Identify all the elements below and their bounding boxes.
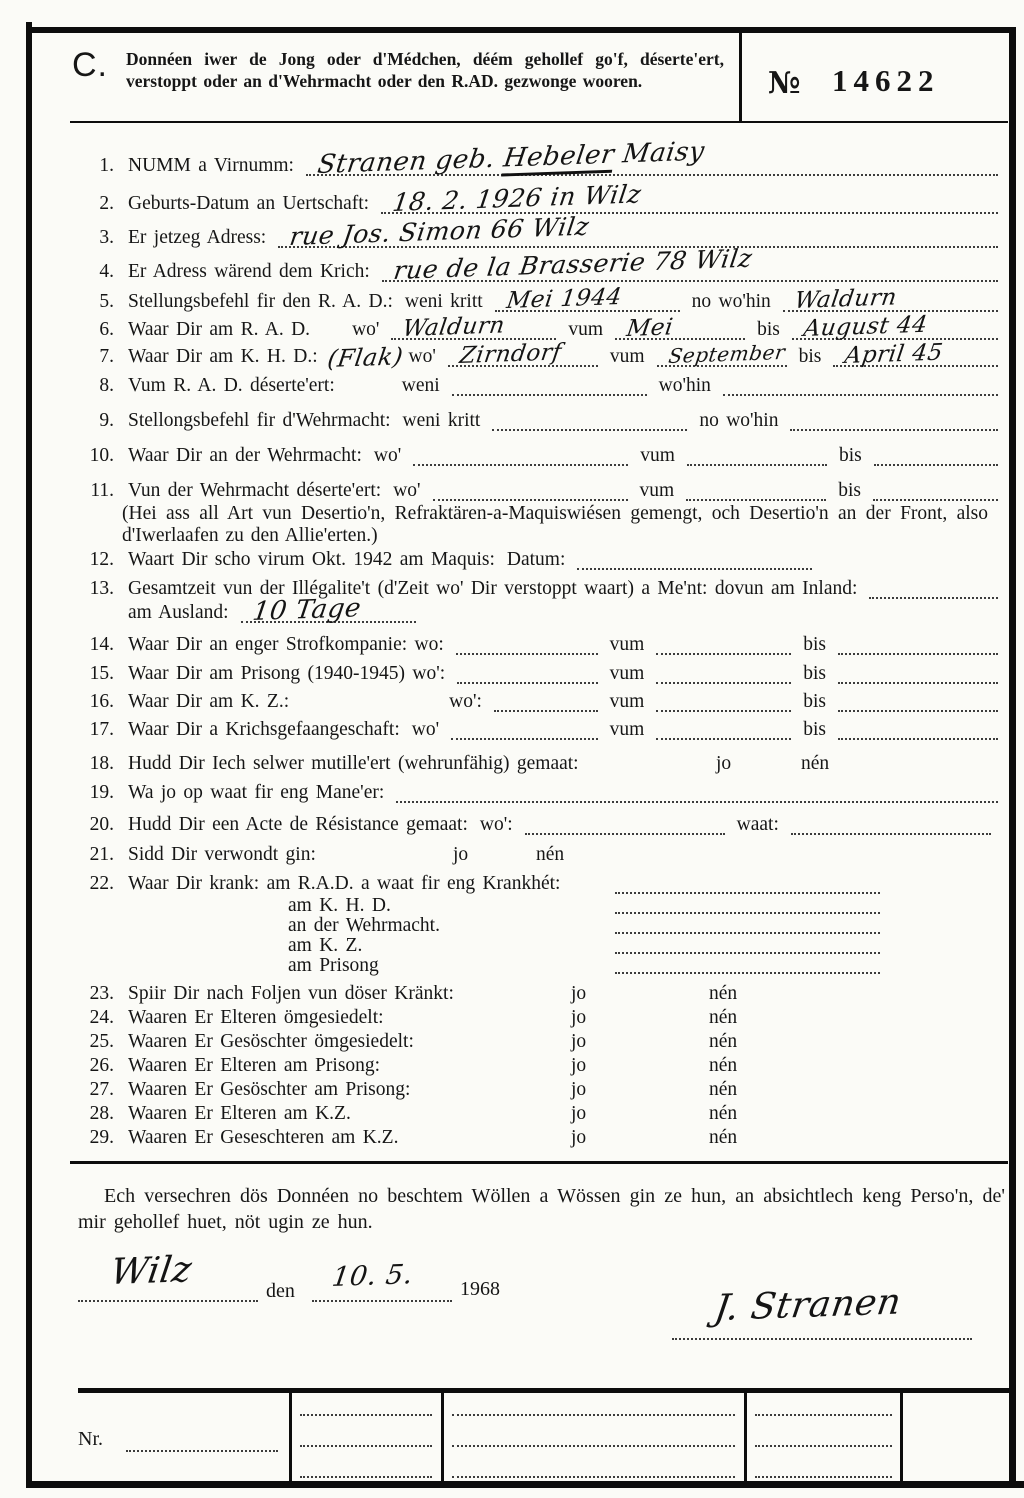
- fill-in-line: [656, 690, 791, 712]
- fill-in-line: [456, 633, 598, 655]
- item-label: wo':: [449, 691, 482, 712]
- item-number: 25.: [89, 1031, 114, 1052]
- form-item-row: [78, 1078, 1004, 1102]
- footer-cell-line: [755, 1414, 892, 1416]
- fill-in-line: [391, 312, 556, 342]
- form-item-row: [78, 548, 1004, 572]
- fill-in-line: [791, 813, 991, 835]
- form-item-row: [78, 916, 1004, 936]
- item-label: Waar Dir am K. H. D.:: [128, 346, 318, 367]
- item-number: 6.: [99, 319, 114, 340]
- fill-in-line: [615, 897, 880, 914]
- fill-in-line: [783, 284, 998, 314]
- choice-jo: jo: [571, 983, 587, 1004]
- handwritten-value: [802, 313, 929, 341]
- fill-in-line: [381, 179, 998, 217]
- item-number: 22.: [89, 873, 114, 894]
- item-label: Waar Dir a Krichsgefaangeschaft:: [128, 719, 400, 740]
- item-number: 7.: [99, 346, 114, 367]
- handwritten-place: Wilz: [108, 1249, 195, 1293]
- item-number: 14.: [89, 634, 114, 655]
- item-label: Waaren Er Geseschteren am K.Z.: [128, 1127, 399, 1148]
- form-item-row: [78, 752, 1004, 776]
- item-label: Sidd Dir verwondt gin:: [128, 844, 316, 865]
- page-border-right: [1009, 27, 1016, 1487]
- form-title: Donnéen iwer de Jong oder d'Médchen, déém gehollef go'f, déserte'ert, verstoppt oder an d'Wehrmacht oder den R.AD. gezwonge wooren.: [126, 49, 724, 91]
- section-letter: C.: [72, 46, 108, 84]
- fill-in-line: [874, 444, 998, 466]
- choice-nen: nén: [709, 1103, 738, 1124]
- fill-in-line: [306, 136, 998, 180]
- footer-col-divider: [289, 1391, 292, 1481]
- item-number: 15.: [89, 663, 114, 684]
- footer-cell-line: [755, 1476, 892, 1478]
- form-item-row: [78, 409, 1004, 433]
- fill-in-line: [657, 339, 787, 368]
- item-label: vum: [609, 634, 645, 655]
- item-label: weni kritt: [402, 410, 481, 431]
- item-label: vum: [568, 319, 604, 340]
- section-rule: [70, 1161, 1008, 1164]
- choice-nen: nén: [801, 753, 830, 774]
- choice-nen: nén: [709, 1007, 738, 1028]
- footer-col-divider: [900, 1391, 903, 1481]
- year-label: 1968: [460, 1278, 500, 1300]
- form-item-row: [78, 577, 1004, 601]
- choice-jo: jo: [571, 1055, 587, 1076]
- item-label: weni: [401, 375, 440, 396]
- item-number: 3.: [99, 227, 114, 248]
- form-item-row: [78, 690, 1004, 714]
- fill-in-line: [494, 690, 598, 712]
- form-item-row: [78, 479, 1004, 503]
- handwritten-value-part: April 45: [843, 339, 946, 369]
- item-label: vum: [609, 719, 645, 740]
- form-item-row: [78, 843, 1004, 867]
- fill-in-line: [869, 577, 998, 599]
- handwritten-value: [793, 285, 899, 313]
- fill-in-line: [790, 409, 998, 431]
- item-label: bis: [803, 634, 826, 655]
- form-item-row: [78, 956, 1004, 976]
- footer-col-divider: [744, 1391, 747, 1481]
- item-label: wo':: [479, 814, 513, 835]
- item-label: Waaren Er Elteren am K.Z.: [128, 1103, 351, 1124]
- handwritten-value-part: Stranen geb.: [315, 143, 506, 180]
- fill-in-line: [838, 690, 998, 712]
- choice-jo: jo: [571, 1079, 587, 1100]
- handwritten-value-part: 18. 2. 1926 in Wilz: [390, 179, 644, 217]
- choice-nen: nén: [709, 1055, 738, 1076]
- handwritten-value-part: Zirndorf: [457, 339, 564, 369]
- signature-line: [672, 1338, 972, 1340]
- form-item-row: [78, 633, 1004, 657]
- fill-in-line: [495, 284, 680, 314]
- item-number: 2.: [99, 193, 114, 214]
- item-label: Hudd Dir Iech selwer mutille'ert (wehrunfähig) gemaat:: [128, 753, 579, 774]
- item-number: 4.: [99, 261, 114, 282]
- fill-in-line: [723, 374, 998, 396]
- number-sign: №: [768, 66, 801, 101]
- form-item-row: [78, 284, 1004, 314]
- choice-nen: nén: [709, 1079, 738, 1100]
- item-number: 27.: [89, 1079, 114, 1100]
- nr-label: Nr.: [78, 1428, 103, 1450]
- item-label: wo'hin: [658, 375, 711, 396]
- item-number: 9.: [99, 410, 114, 431]
- fill-in-line: [448, 339, 598, 369]
- form-item-row: [78, 718, 1004, 742]
- handwritten-value: [625, 315, 675, 341]
- form-item-row: [78, 872, 1004, 896]
- fill-in-line: [838, 633, 998, 655]
- fill-in-line: [451, 718, 597, 740]
- form-item-row: [78, 1126, 1004, 1150]
- handwritten-value: [391, 243, 754, 285]
- fill-in-line: [615, 937, 880, 954]
- item-number: 5.: [99, 291, 114, 312]
- fill-in-line: [492, 409, 687, 431]
- handwritten-value-part: rue de la Brasserie 78 Wilz: [391, 243, 754, 285]
- fill-in-line: [241, 593, 416, 627]
- item-label: vum: [640, 445, 675, 466]
- handwritten-value-part: Waldurn: [792, 284, 899, 314]
- item-label: am K. H. D.: [288, 895, 391, 916]
- form-item-row: [78, 1030, 1004, 1054]
- footer-cell-line: [300, 1476, 432, 1478]
- form-items: [78, 136, 1004, 1150]
- item-number: 20.: [89, 814, 114, 835]
- footer-cell-line: [755, 1445, 892, 1447]
- fill-in-line: [615, 917, 880, 934]
- fill-in-line: [452, 374, 647, 396]
- item-label: wo': [373, 445, 402, 466]
- choice-jo: jo: [571, 1127, 587, 1148]
- fill-in-line: [615, 314, 745, 342]
- item-label: bis: [838, 445, 862, 466]
- item-label: Waart Dir scho virum Okt. 1942 am Maquis:: [128, 549, 495, 570]
- item-label: Wa jo op waat fir eng Mane'er:: [128, 782, 385, 803]
- item-label: wo': [408, 346, 436, 367]
- fill-in-line: [873, 479, 998, 501]
- item-label: am K. Z.: [288, 935, 363, 956]
- item-label: Waaren Er Gesöschter ömgesiedelt:: [128, 1031, 414, 1052]
- date-line: [312, 1300, 452, 1302]
- item-label: bis: [803, 663, 826, 684]
- item-label: wo': [352, 319, 380, 340]
- choice-nen: nén: [536, 844, 565, 865]
- item-number: 26.: [89, 1055, 114, 1076]
- item-label: Waar Dir am Prisong (1940-1945) wo':: [128, 663, 446, 684]
- handwritten-value-part: August 44: [801, 311, 930, 342]
- item-label: (Hei ass all Art vun Desertio'n, Refraktären-a-Maquiswiésen gemengt, och Desertio'n an der Front, also d'Iwerlaafen zu den Allie'erten.): [122, 503, 988, 546]
- item-number: 21.: [89, 844, 114, 865]
- nr-line: [126, 1450, 278, 1452]
- handwritten-value: [458, 340, 563, 368]
- fill-in-line: [838, 662, 998, 684]
- page-border-left: [26, 22, 32, 1488]
- item-number: 18.: [89, 753, 114, 774]
- handwritten-value: [315, 136, 707, 180]
- item-label: am Prisong: [288, 955, 379, 976]
- choice-nen: nén: [709, 1031, 738, 1052]
- choice-jo: jo: [716, 753, 732, 774]
- place-line: [78, 1300, 258, 1302]
- fill-in-line: [396, 781, 998, 803]
- item-label: no wo'hin: [699, 410, 779, 431]
- form-item-row: [78, 896, 1004, 916]
- item-label: Geburts-Datum an Uertschaft:: [128, 193, 370, 214]
- choice-jo: jo: [453, 844, 469, 865]
- item-label: Gesamtzeit vun der Illégalite't (d'Zeit wo' Dir verstoppt waart) a Me'nt: dovun am Inland:: [128, 578, 858, 599]
- handwritten-value: [390, 179, 644, 217]
- form-item-row: [78, 339, 1004, 373]
- item-label: Stellongsbefehl fir d'Wehrmacht:: [128, 410, 391, 431]
- item-label: Waar Dir an enger Strofkompanie: wo:: [128, 634, 444, 655]
- item-label: Waaren Er Elteren am Prisong:: [128, 1055, 381, 1076]
- item-label: Er jetzeg Adress:: [128, 227, 267, 248]
- form-item-row: [78, 593, 1004, 627]
- item-number: 1.: [99, 155, 114, 176]
- item-label: vum: [609, 663, 645, 684]
- handwritten-value-part: 10 Tage: [250, 593, 363, 627]
- item-label: Waaren Er Elteren ömgesiedelt:: [128, 1007, 384, 1028]
- fill-in-line: [686, 479, 826, 501]
- footer-cell-line: [452, 1414, 735, 1416]
- handwritten-value-part: Waldurn: [401, 312, 508, 342]
- item-label: Waar Dir am K. Z.:: [128, 691, 290, 712]
- item-label: vum: [609, 346, 645, 367]
- form-item-row: [78, 211, 1004, 251]
- fill-in-line: [525, 813, 725, 835]
- item-label: Waar Dir am R. A. D.: [128, 319, 311, 340]
- fill-in-line: [656, 662, 791, 684]
- handwritten-value-part: Hebeler: [501, 140, 616, 177]
- handwritten-value: [401, 313, 507, 341]
- item-label: vum: [639, 480, 675, 501]
- item-label: wo': [411, 719, 440, 740]
- item-number: 12.: [89, 549, 114, 570]
- item-number: 28.: [89, 1103, 114, 1124]
- handwritten-value: [667, 340, 787, 368]
- handwritten-value-part: Mei 1944: [504, 284, 624, 314]
- item-label: Vum R. A. D. déserte'ert:: [128, 375, 335, 396]
- item-number: 11.: [90, 480, 114, 501]
- item-label: no wo'hin: [691, 291, 771, 312]
- item-number: 29.: [89, 1127, 114, 1148]
- form-item-row: [78, 311, 1004, 342]
- footer-table-top: [78, 1388, 1012, 1393]
- form-item-row: [78, 374, 1004, 398]
- fill-in-line: [413, 444, 628, 466]
- item-label: bis: [803, 691, 826, 712]
- footer-cell-line: [452, 1445, 735, 1447]
- handwritten-value-part: rue Jos. Simon 66 Wilz: [287, 211, 592, 251]
- footer-cell-line: [300, 1445, 432, 1447]
- choice-jo: jo: [571, 1007, 587, 1028]
- declaration-text: Ech versechren dös Donnéen no beschtem Wöllen a Wössen gin ze hun, an absichtlech keng Perso'n, de' mir gehollef huet, nöt ugin ze hun.: [78, 1185, 1005, 1233]
- handwritten-value: [843, 341, 945, 368]
- form-item-row: [78, 444, 1004, 468]
- fill-in-line: [457, 662, 597, 684]
- fill-in-line: [433, 479, 628, 501]
- item-label: vum: [609, 691, 645, 712]
- fill-in-line: [656, 633, 791, 655]
- fill-in-line: [577, 548, 812, 570]
- item-note-row: [78, 503, 1004, 546]
- item-label: Waar Dir krank: am R.A.D. a waat fir eng Krankhét:: [128, 873, 561, 894]
- item-label: bis: [803, 719, 826, 740]
- form-item-row: [78, 1006, 1004, 1030]
- header-rule: [70, 121, 1008, 123]
- item-label: waat:: [736, 814, 779, 835]
- form-item-row: [78, 936, 1004, 956]
- fill-in-line: [615, 957, 880, 974]
- footer-table-bottom: [30, 1481, 1024, 1488]
- item-label: Stellungsbefehl fir den R. A. D.:: [128, 291, 393, 312]
- handwritten-note: (Flak): [325, 342, 405, 373]
- item-label: wo': [393, 480, 421, 501]
- den-label: den: [266, 1280, 295, 1302]
- form-item-row: [78, 136, 1004, 180]
- item-number: 19.: [89, 782, 114, 803]
- item-number: 13.: [89, 578, 114, 599]
- item-label: Er Adress wärend dem Krich:: [128, 261, 370, 282]
- fill-in-line: [656, 718, 791, 740]
- form-item-row: [78, 1054, 1004, 1078]
- handwritten-signature: J. Stranen: [712, 1281, 904, 1329]
- item-number: 16.: [89, 691, 114, 712]
- item-number: 17.: [89, 719, 114, 740]
- fill-in-line: [833, 339, 998, 369]
- handwritten-value-part: Maisy: [611, 136, 707, 170]
- item-label: Waar Dir an der Wehrmacht:: [128, 445, 362, 466]
- item-label: Spiir Dir nach Foljen vun döser Kränkt:: [128, 983, 454, 1004]
- item-label: am Ausland:: [128, 602, 229, 623]
- item-label: weni kritt: [404, 291, 483, 312]
- page-border-top: [26, 27, 1014, 33]
- handwritten-value-part: September: [666, 339, 787, 368]
- form-item-row: [78, 982, 1004, 1006]
- handwritten-date: 10. 5.: [330, 1259, 416, 1293]
- item-number: 23.: [89, 983, 114, 1004]
- footer-cell-line: [452, 1476, 735, 1478]
- handwritten-value: [250, 593, 363, 627]
- fill-in-line: [838, 718, 998, 740]
- fill-in-line: [615, 872, 880, 894]
- fill-in-line: [687, 444, 827, 466]
- item-label: Datum:: [506, 549, 566, 570]
- footer-cell-line: [300, 1414, 432, 1416]
- form-serial-number: 14622: [832, 63, 940, 98]
- item-label: Waaren Er Gesöschter am Prisong:: [128, 1079, 411, 1100]
- choice-nen: nén: [709, 983, 738, 1004]
- item-number: 24.: [89, 1007, 114, 1028]
- handwritten-value: [287, 211, 592, 251]
- fill-in-line: [382, 243, 998, 285]
- form-item-row: [78, 781, 1004, 805]
- item-number: 8.: [99, 375, 114, 396]
- choice-jo: jo: [571, 1103, 587, 1124]
- fill-in-line: [278, 211, 998, 251]
- form-item-row: [78, 243, 1004, 285]
- item-label: bis: [798, 346, 822, 367]
- item-label: Vun der Wehrmacht déserte'ert:: [128, 480, 382, 501]
- handwritten-value-part: Mei: [624, 314, 675, 342]
- fill-in-line: [792, 311, 998, 342]
- item-number: 10.: [89, 445, 114, 466]
- choice-jo: jo: [571, 1031, 587, 1052]
- handwritten-value: [505, 285, 623, 313]
- item-label: bis: [838, 480, 861, 501]
- form-item-row: [78, 1102, 1004, 1126]
- footer-col-divider: [441, 1391, 444, 1481]
- form-item-row: [78, 662, 1004, 686]
- item-label: Hudd Dir een Acte de Résistance gemaat:: [128, 814, 468, 835]
- form-item-row: [78, 813, 1004, 837]
- item-label: an der Wehrmacht.: [288, 915, 440, 936]
- header-divider: [739, 33, 742, 121]
- item-label: NUMM a Virnumm:: [128, 155, 294, 176]
- item-label: bis: [757, 319, 780, 340]
- choice-nen: nén: [709, 1127, 738, 1148]
